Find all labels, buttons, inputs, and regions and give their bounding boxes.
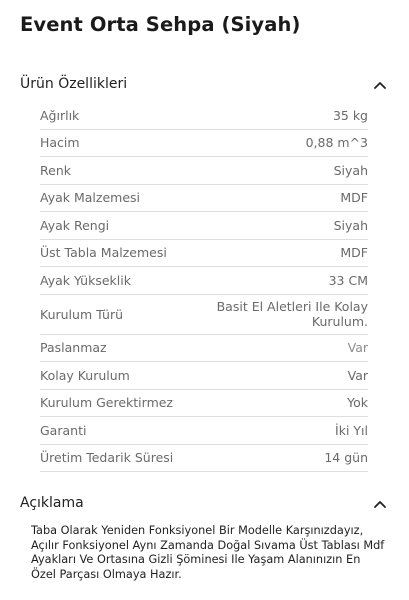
specs-table xyxy=(40,102,368,472)
spec-key: Kurulum Türü xyxy=(40,306,124,322)
spec-key: Hacim xyxy=(40,135,80,151)
spec-row-easy-install xyxy=(40,362,368,390)
spec-value: 33 CM xyxy=(328,272,368,288)
spec-value: 0,88 m^3 xyxy=(305,135,368,151)
spec-value: Siyah xyxy=(333,162,368,178)
specs-section-header[interactable] xyxy=(20,73,387,95)
description-section-title: Açıklama xyxy=(20,495,84,511)
spec-value: Siyah xyxy=(333,217,368,233)
spec-key: Kolay Kurulum xyxy=(40,367,130,383)
spec-value: MDF xyxy=(340,245,368,261)
description-section-header[interactable] xyxy=(20,492,387,514)
spec-key: Üretim Tedarik Süresi xyxy=(40,450,174,466)
spec-key: Üst Tabla Malzemesi xyxy=(40,245,167,261)
spec-row-top-material xyxy=(40,240,368,268)
spec-row-warranty xyxy=(40,417,368,445)
spec-key: Ağırlık xyxy=(40,107,80,123)
chevron-up-icon[interactable] xyxy=(373,496,387,510)
spec-row-leg-color xyxy=(40,212,368,240)
chevron-up-icon[interactable] xyxy=(373,77,387,91)
spec-value: Var xyxy=(347,367,368,383)
spec-value: Basit El Aletleri Ile Kolay Kurulum. xyxy=(216,299,368,329)
spec-row-leg-material xyxy=(40,185,368,213)
spec-key: Garanti xyxy=(40,422,87,438)
spec-row-lead-time xyxy=(40,445,368,473)
spec-key: Ayak Yükseklik xyxy=(40,272,131,288)
spec-row-volume xyxy=(40,130,368,158)
spec-value: MDF xyxy=(340,190,368,206)
spec-value: Var xyxy=(347,340,368,356)
spec-value: Yok xyxy=(347,395,368,411)
spec-value: 14 gün xyxy=(324,450,368,466)
spec-row-no-install-needed xyxy=(40,390,368,418)
spec-key: Kurulum Gerektirmez xyxy=(40,395,173,411)
spec-row-color xyxy=(40,157,368,185)
spec-value: 35 kg xyxy=(332,107,368,123)
spec-key: Paslanmaz xyxy=(40,340,107,356)
spec-row-stainless xyxy=(40,335,368,363)
spec-value: İki Yıl xyxy=(335,422,368,438)
description-text: Taba Olarak Yeniden Fonksiyonel Bir Modelle Karşınızdayız, Açılır Fonksiyonel Aynı Zamanda Doğal Sıvama Üst Tablası Mdf Ayakları Ve Ortasına Gizli Şöminesi Ile Yaşam Alanınızın En Özel Parçası Olmaya Hazır. xyxy=(31,524,385,581)
spec-row-weight xyxy=(40,102,368,130)
specs-section-title: Ürün Özellikleri xyxy=(20,76,128,92)
spec-key: Ayak Malzemesi xyxy=(40,190,140,206)
spec-key: Ayak Rengi xyxy=(40,217,110,233)
spec-row-installation-type xyxy=(40,295,368,335)
page-title: Event Orta Sehpa (Siyah) xyxy=(20,13,301,36)
spec-key: Renk xyxy=(40,162,71,178)
spec-row-leg-height xyxy=(40,267,368,295)
